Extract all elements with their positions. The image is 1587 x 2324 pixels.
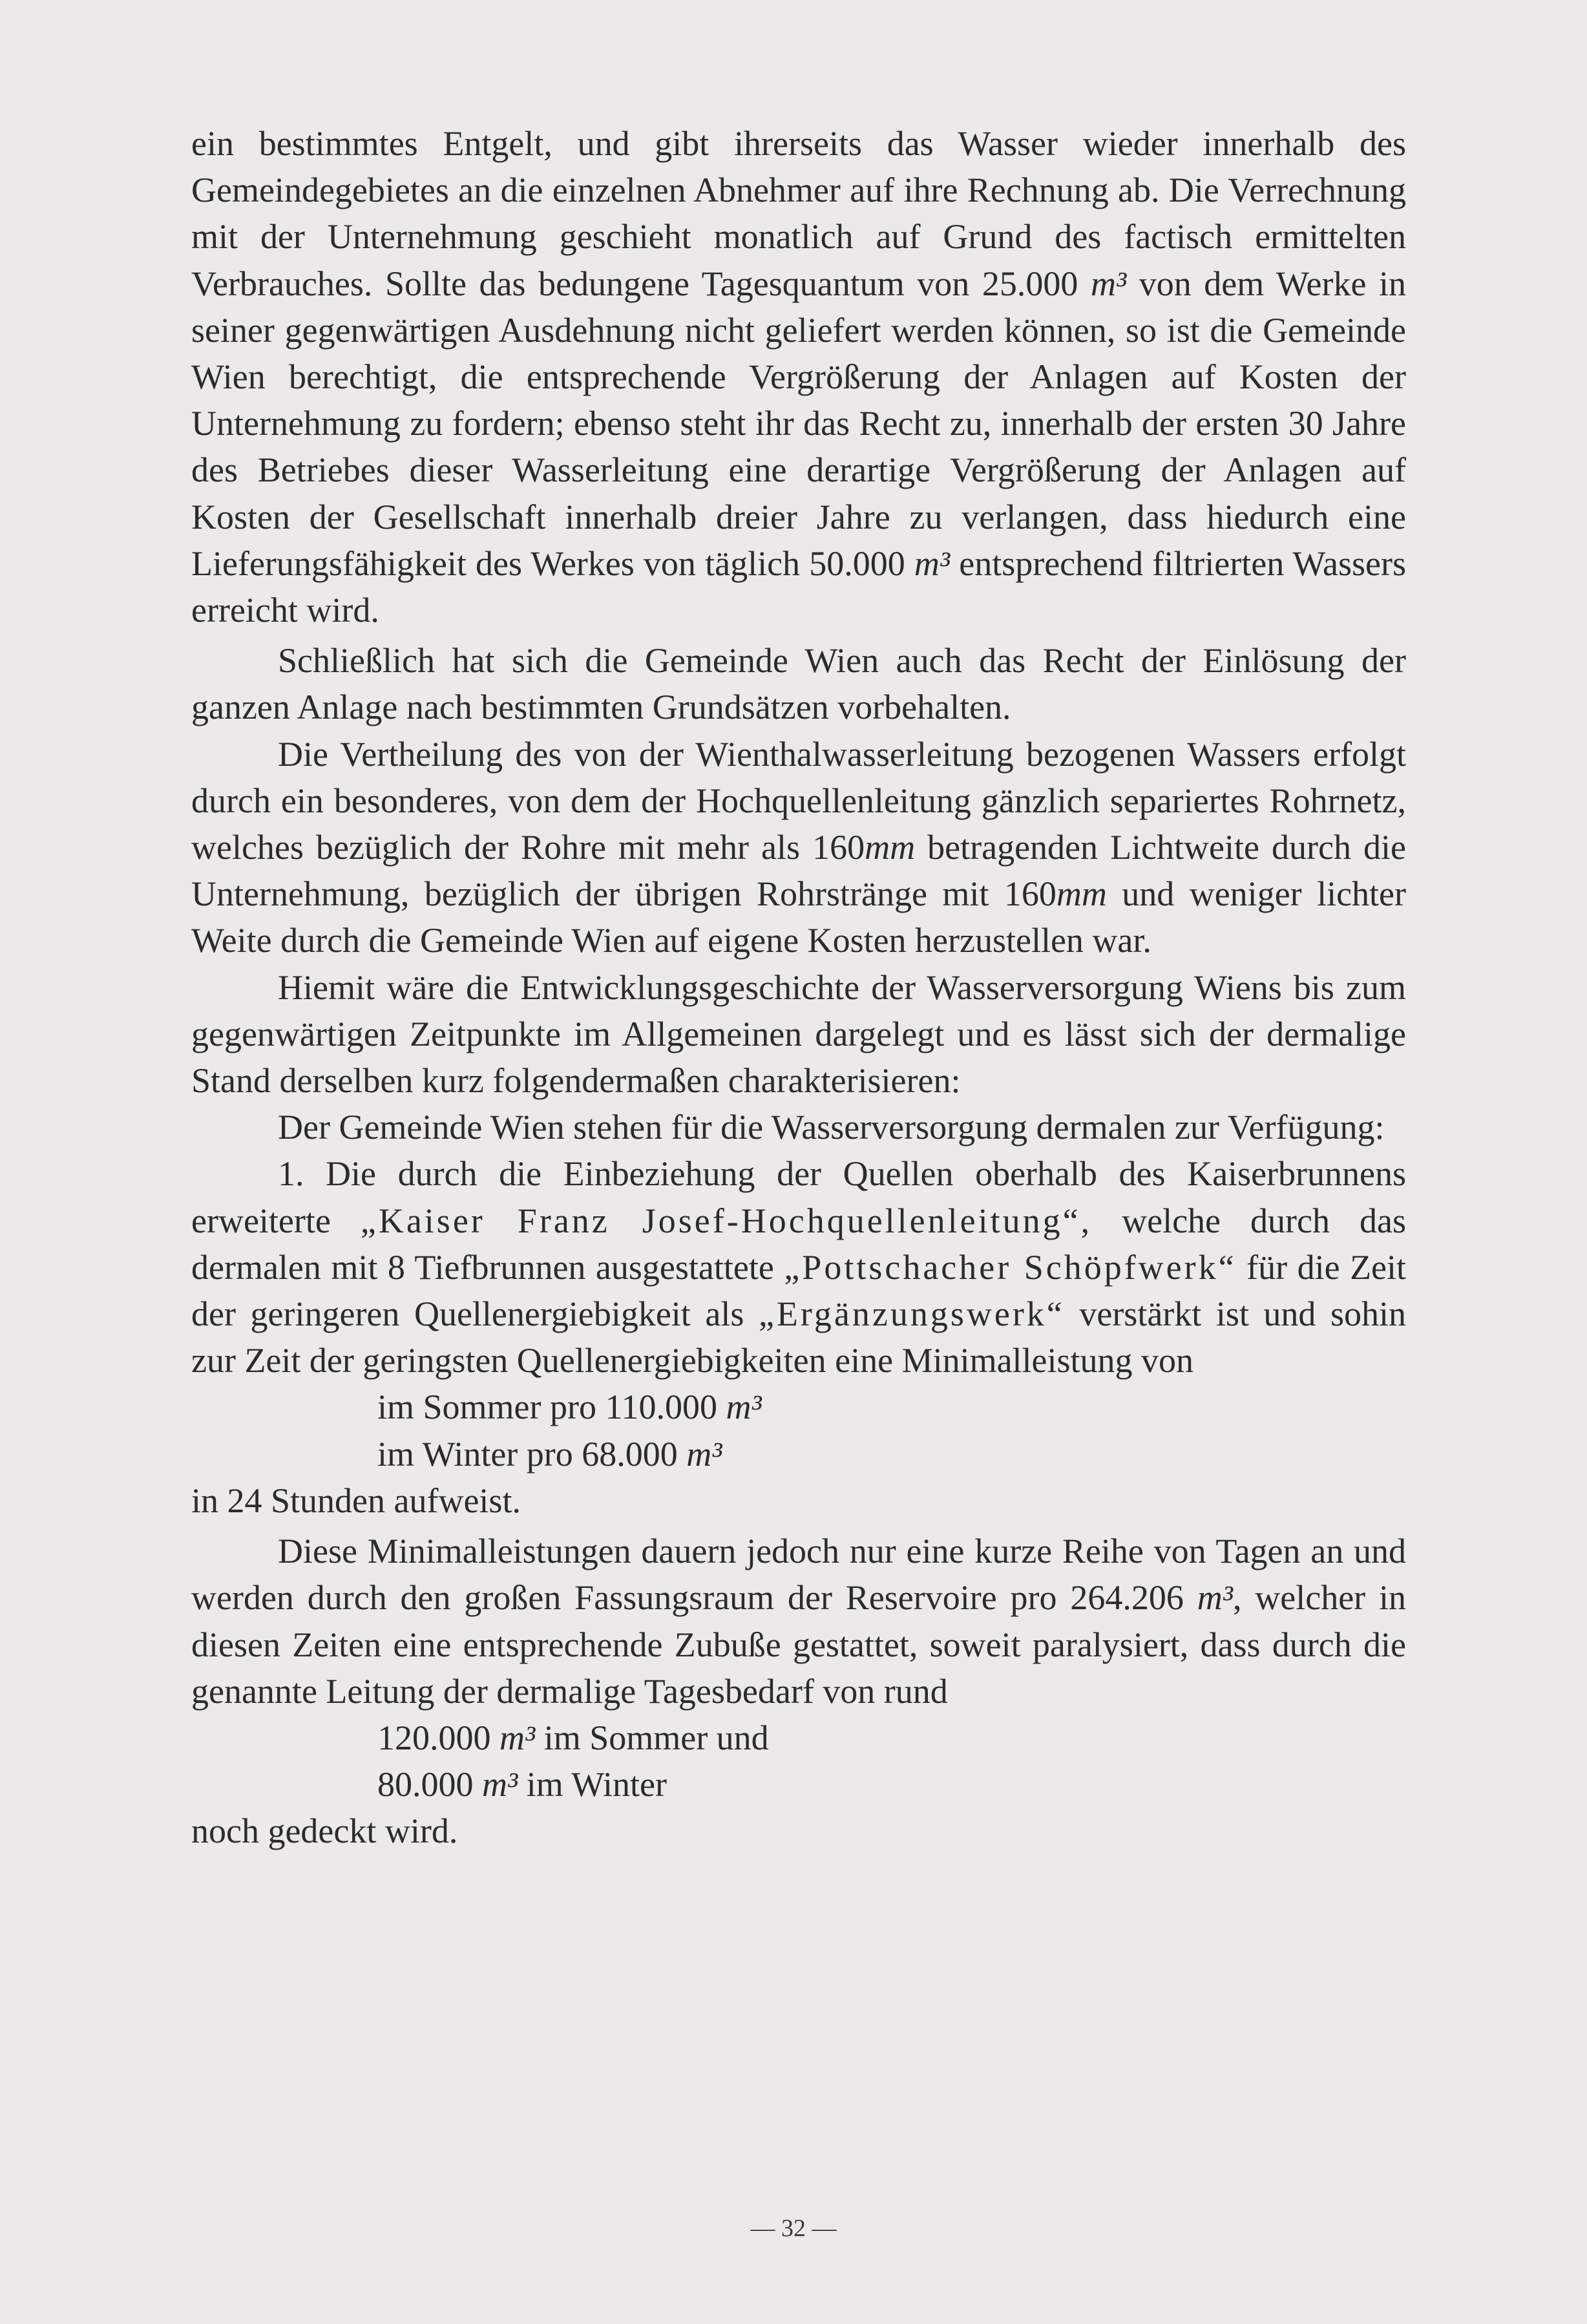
text-run: und weniger lichter Weite durch die Gemeinde Wien auf eigene Kosten herzustellen war. [191, 874, 1407, 960]
text-run: 80.000 [377, 1765, 474, 1804]
name-hochquellenleitung: „Kaiser Franz Josef-Hochquellenleitung“, [360, 1201, 1093, 1240]
text-run: im Winter [526, 1765, 667, 1804]
text-run: ein bestimmtes Entgelt, und gibt ihrerseits das Wasser wieder innerhalb des Gemeindegebietes an die einzelnen Abnehmer auf ihre Rechnung ab. Die Verrechnung mit der Unternehmung geschieht monatlich auf Grund des factisch ermittelten Verbrauches. Sollte das bedungene Tagesquantum von 25.000 [191, 124, 1406, 303]
text-run: Diese Minimalleistungen dauern jedoch nur eine kurze Reihe von Tagen an und werden durch den großen Fassungsraum der Reservoire pro 264.206 [191, 1532, 1406, 1618]
paragraph-redemption-right: Schließlich hat sich die Gemeinde Wien auch das Recht der Einlösung der ganzen Anlage nach bestimmten Grundsätzen vorbehalten. [191, 641, 1406, 727]
unit-cubic-meter: m³ [499, 1718, 536, 1757]
page-number: — 32 — [750, 2215, 837, 2242]
paragraph-covered: noch gedeckt wird. [191, 1812, 458, 1851]
unit-cubic-meter: m³ [1197, 1578, 1233, 1618]
text-run: verstärkt ist und sohin zur Zeit der geringsten Quellenergiebigkeiten eine Minimalleistung von [191, 1294, 1407, 1380]
paragraph-24-hours: in 24 Stunden aufweist. [191, 1481, 521, 1520]
text-run: von dem Werke in seiner gegenwärtigen Ausdehnung nicht geliefert werden können, so ist die Gemeinde Wien berechtigt, die entsprechende Vergrößerung der Anlagen auf Kosten der Unternehmung zu fordern; ebenso steht ihr das Recht zu, innerhalb der ersten 30 Jahre des Betriebes dieser Wasserleitung eine derartige Vergrößerung der Anlagen auf Kosten der Gesellschaft innerhalb dreier Jahre zu verlangen, dass hiedurch eine Lieferungsfähigkeit des Werkes von täglich 50.000 [191, 264, 1407, 583]
text-run: im Sommer und [543, 1718, 769, 1757]
list-demand-winter [191, 1761, 1406, 1808]
text-run: Die Vertheilung des von der Wienthalwasserleitung bezogenen Wassers erfolgt durch ein besonderes, von dem der Hochquellenleitung gänzlich separiertes Rohrnetz, welches bezüglich der Rohre mit mehr als 160 [191, 734, 1406, 867]
text-run: für die Zeit der geringeren Quellenergiebigkeit als [191, 1247, 1407, 1334]
name-ergaenzungswerk: „Ergänzungswerk“ [758, 1294, 1065, 1334]
name-schoepfwerk: „Pottschacher Schöpfwerk“ [784, 1247, 1237, 1287]
paragraph-reservoir [191, 1528, 1406, 1715]
text-run: , welcher in diesen Zeiten eine entsprechende Zubuße gestattet, soweit paralysiert, dass durch die genannte Leitung der dermalige Tagesbedarf von rund [191, 1578, 1407, 1711]
list-demand-summer [191, 1715, 1406, 1761]
paragraph-hochquellenleitung [191, 1150, 1406, 1384]
text-run: welche durch das dermalen mit 8 Tiefbrunnen ausgestattete [191, 1201, 1407, 1287]
text-run: entsprechend filtrierten Wassers erreicht wird. [191, 544, 1406, 630]
unit-millimeter: mm [1056, 874, 1107, 914]
paragraph-history-summary: Hiemit wäre die Entwicklungsgeschichte der Wasserversorgung Wiens bis zum gegenwärtigen Zeitpunkte im Allgemeinen dargelegt und es lässt sich der dermalige Stand derselben kurz folgendermaßen charakterisieren: [191, 967, 1406, 1101]
list-minimum-summer [191, 1384, 1406, 1430]
text-run: im Winter pro 68.000 [377, 1434, 678, 1474]
unit-cubic-meter: m³ [726, 1388, 762, 1427]
body-text [191, 120, 1406, 1855]
unit-cubic-meter: m³ [482, 1765, 518, 1804]
text-run: betragenden Lichtweite durch die Unternehmung, bezüglich der übrigen Rohrstränge mit 160 [191, 828, 1406, 914]
unit-millimeter: mm [865, 828, 916, 867]
paragraph-distribution [191, 731, 1406, 964]
text-run: 120.000 [377, 1718, 491, 1757]
paragraph-contract-terms [191, 120, 1406, 633]
text-run: im Sommer pro 110.000 [377, 1388, 717, 1427]
unit-cubic-meter: m³ [914, 544, 951, 583]
list-minimum-winter [191, 1431, 1406, 1477]
unit-cubic-meter: m³ [1090, 264, 1127, 303]
text-run: 1. Die durch die Einbeziehung der Quellen oberhalb des Kaiserbrunnens erweiterte [191, 1154, 1406, 1240]
unit-cubic-meter: m³ [686, 1434, 722, 1474]
paragraph-available-supply: Der Gemeinde Wien stehen für die Wasserversorgung dermalen zur Verfügung: [278, 1108, 1385, 1147]
